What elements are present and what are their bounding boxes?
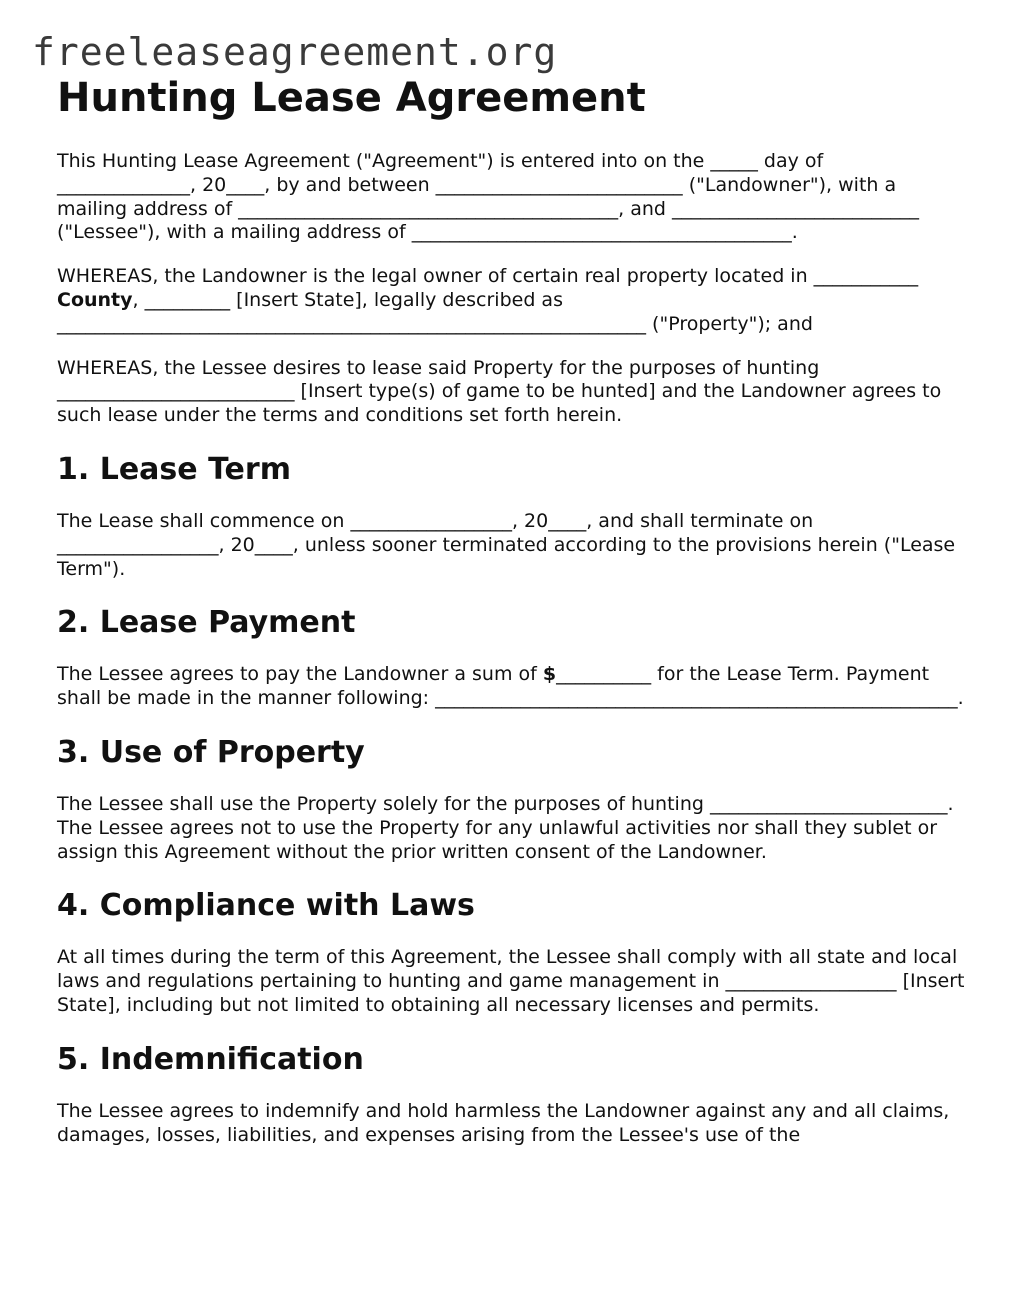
section-text-use-of-property: The Lessee shall use the Property solely for the purposes of hunting _________________________. The Lessee agrees not to use the Property for any unlawful activities nor shall they sublet or assign this Agreement without the prior written consent of the Landowner. [57,792,954,863]
section-heading-indemnification: 5. Indemnification [57,1041,364,1077]
dollar-sign: $ [542,663,557,686]
section-heading-lease-payment: 2. Lease Payment [57,605,356,641]
lease-payment-text-2: __________ for the Lease Term. Payment shall be made in the manner following: _______________________________________________________. [57,663,964,710]
section-text-compliance: At all times during the term of this Agreement, the Lessee shall comply with all state and local laws and regulations pertaining to hunting and game management in __________________ [Insert State], including but not limited to obtaining all necessary licenses and permits. [57,946,965,1016]
document-page [57,76,967,1147]
section-text-lease-term: The Lease shall commence on _________________, 20____, and shall terminate on _________________, 20____, unless sooner terminated according to the provisions herein ("Lease Term"). [57,509,956,580]
section-heading-lease-term: 1. Lease Term [57,451,291,487]
intro-paragraph: This Hunting Lease Agreement ("Agreement") is entered into on the _____ day of ______________, 20____, by and between __________________________ ("Landowner"), with a mailing address of ________________________________________, and __________________________ ("Lessee"), with a mailing address of ________________________________________. [57,150,920,244]
county-label: County [57,288,133,311]
site-watermark: freeleaseagreement.org [32,30,558,74]
section-text-lease-payment [57,663,967,711]
section-text-indemnification: The Lessee agrees to indemnify and hold harmless the Landowner against any and all claims, damages, losses, liabilities, and expenses arising from the Lessee's use of the [57,1099,950,1146]
lease-payment-text-1: The Lessee agrees to pay the Landowner a sum of [57,663,543,686]
section-heading-use-of-property: 3. Use of Property [57,734,365,770]
document-title: Hunting Lease Agreement [57,75,646,121]
whereas-lease-paragraph: WHEREAS, the Lessee desires to lease said Property for the purposes of hunting _________________________ [Insert type(s) of game to be hunted] and the Landowner agrees to such lease under the terms and conditions set forth herein. [57,356,942,427]
section-heading-compliance: 4. Compliance with Laws [57,888,475,924]
whereas-property-paragraph [57,265,967,336]
whereas-property-text-1: WHEREAS, the Landowner is the legal owner of certain real property located in ___________ [57,265,919,288]
whereas-property-text-2: , _________ [Insert State], legally described as ______________________________________________________________ ("Property"); and [57,288,813,335]
